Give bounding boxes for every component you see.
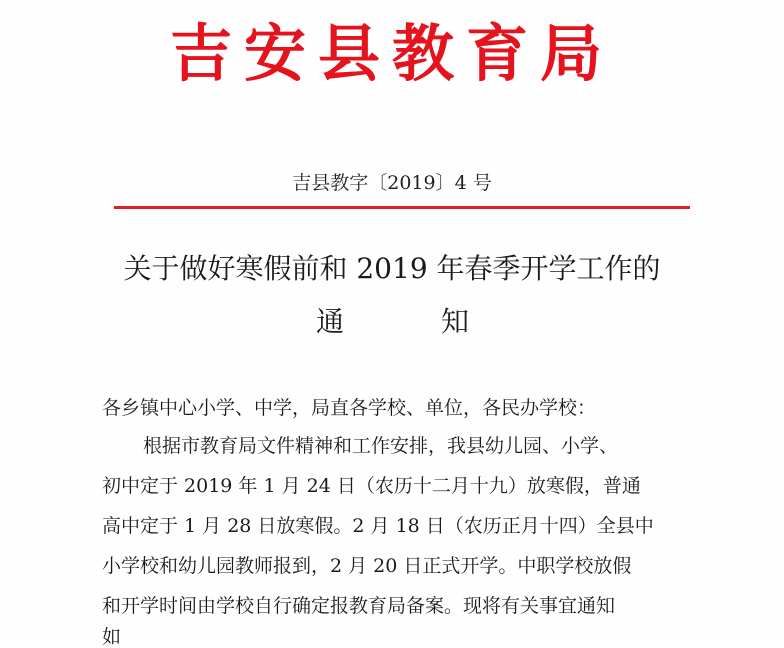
red-divider-line [114,206,690,209]
masthead-issuer: 吉安县教育局 [169,17,614,90]
salutation: 各乡镇中心小学、中学，局直各学校、单位，各民办学校： [102,397,597,419]
document-title-line-2 [0,302,784,342]
body-paragraph-line: 小学校和幼儿园教师报到，2 月 20 日正式开学。中职学校放假 [102,555,632,577]
body-paragraph-line: 高中定于 1 月 28 日放寒假。2 月 18 日（农历正月十四）全县中 [102,515,654,537]
title-char-zhi: 知 [441,305,470,338]
cutoff-next-line-glyph: 如 [102,626,122,648]
body-paragraph-line: 初中定于 2019 年 1 月 24 日（农历十二月十九）放寒假，普通 [102,475,641,497]
body-paragraph-line: 根据市教育局文件精神和工作安排，我县幼儿园、小学、 [143,435,619,457]
document-number: 吉县教字〔2019〕4 号 [292,172,492,194]
document-title-line-1: 关于做好寒假前和 2019 年春季开学工作的 [123,252,661,285]
title-char-tong: 通 [316,305,345,338]
body-paragraph-line: 和开学时间由学校自行确定报教育局备案。现将有关事宜通知 [102,595,616,617]
